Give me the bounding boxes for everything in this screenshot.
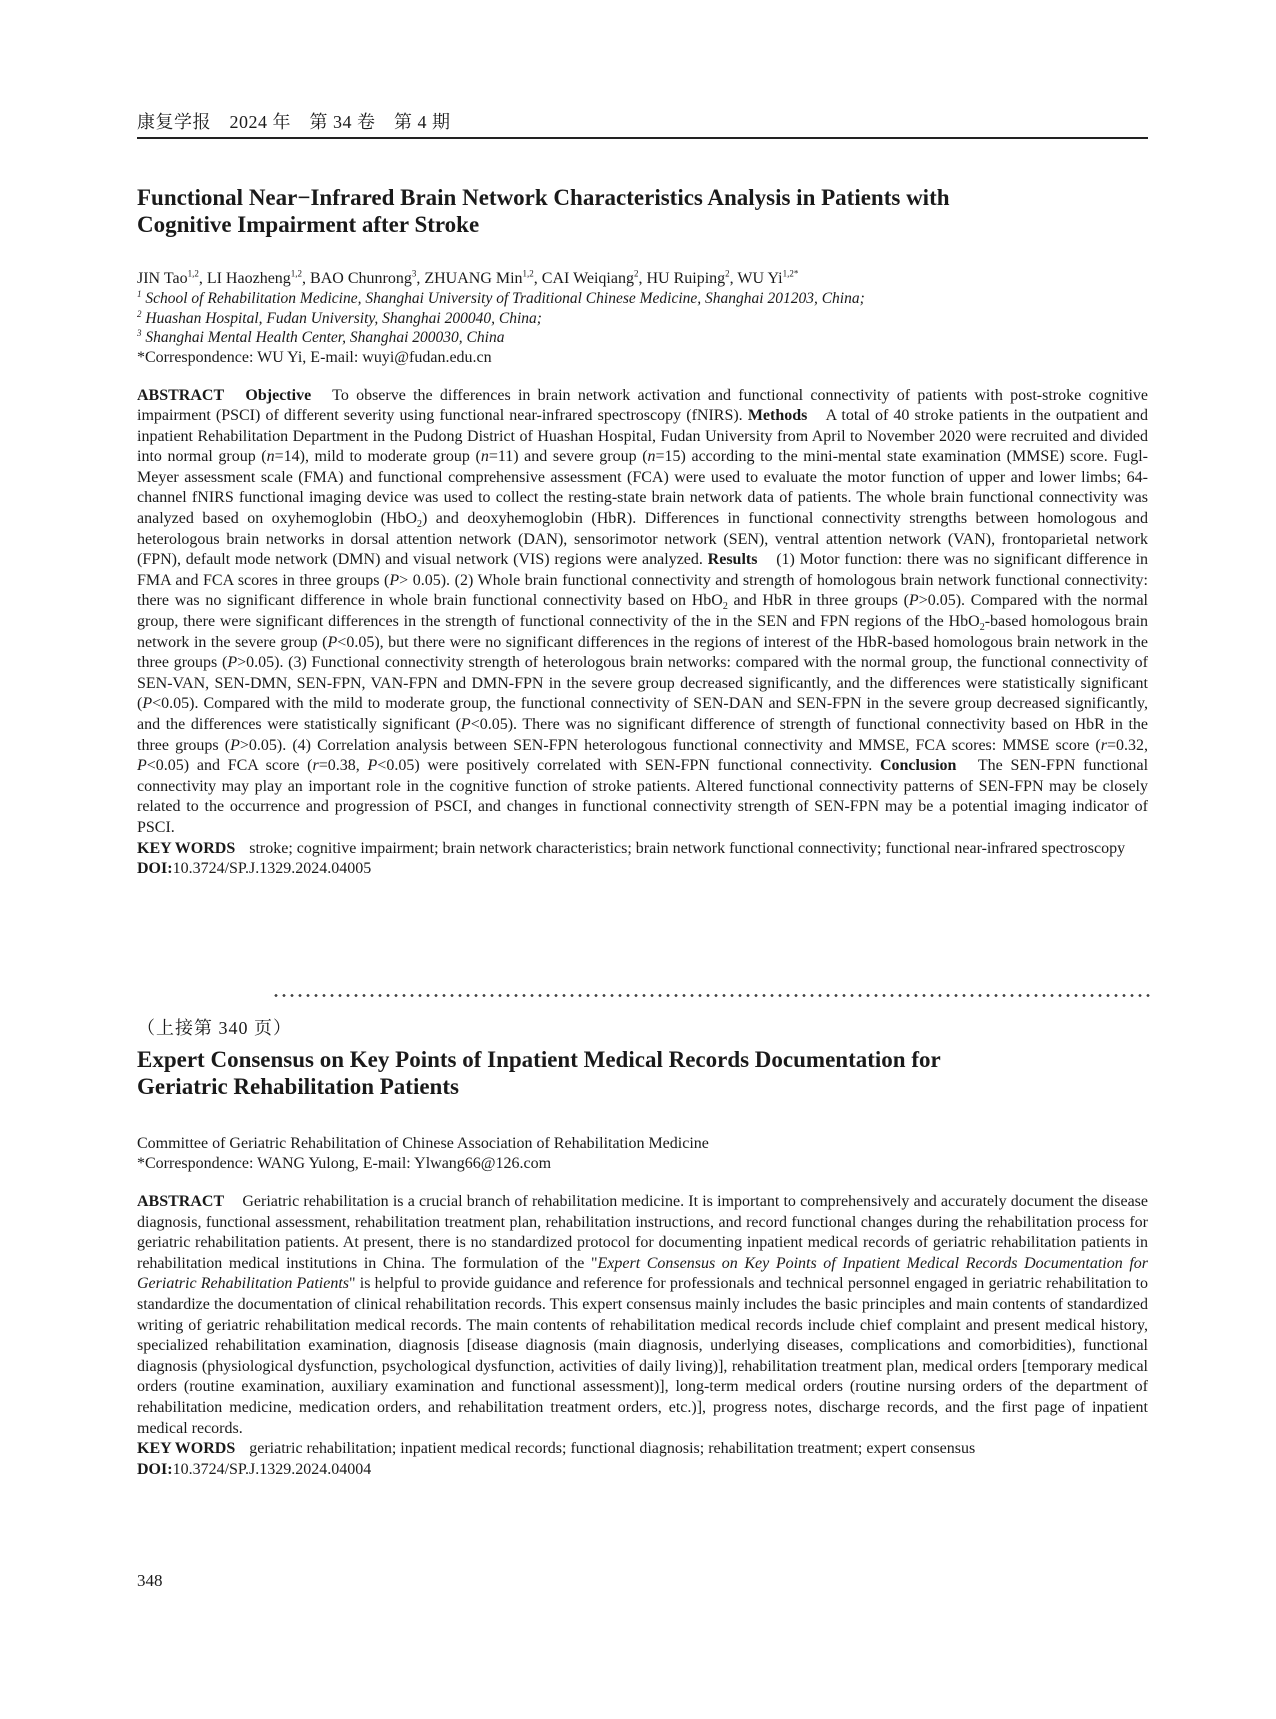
author-affiliation-mark: 2 — [633, 268, 639, 279]
keywords-text: stroke; cognitive impairment; brain network characteristics; brain network functional connectivity; functional near-infrared spectroscopy — [249, 839, 1126, 857]
affiliation-text: Shanghai Mental Health Center, Shanghai 200030, China — [141, 329, 505, 346]
article-1-authors: JIN Tao$^{1,2}$, LI Haozheng$^{1,2}$, BAO Chunrong$^3$, ZHUANG Min$^{1,2}$, CAI Weiqiang$^2$, HU Ruiping$^2$, WU $Yi^{1,2*}$ — [137, 268, 799, 287]
conclusion-text: The SEN-FPN functional connectivity may play an important role in the cognitive function of stroke patients. Altered functional connectivity patterns of SEN-FPN may be closely related to the occurrence and progression of PSCI, and changes in functional connectivity strength of SEN-FPN may be a potential imaging indicator of PSCI. — [137, 757, 1149, 836]
article-1-keywords — [137, 839, 1148, 860]
article-1-correspondence: *Correspondence: WU Yi, E-mail: wuyi@fudan.edu.cn — [137, 348, 492, 366]
article-2-committee: Committee of Geriatric Rehabilitation of Chinese Association of Rehabilitation Medicine — [137, 1135, 709, 1152]
conclusion-label: Conclusion — [879, 757, 957, 775]
results-text: (1) Motor function: there was no significant difference in FMA and FCA scores in three groups (P> 0.05). (2) Whole brain functional connectivity and strength of homologous brain network functional connectivity: there was no significant difference in whole brain functional connectivity based on HbO$_2$ and HbR in three groups (P>0.05). Compared with the normal group, there were significant differences in the strength of functional connectivity of the in the SEN and FPN regions of the HbO$_2$-based homologous brain network in the severe group (P<0.05), but there were no significant differences in the regions of interest of the HbR-based homologous brain network in the three groups (P>0.05). (3) Functional connectivity strength of heterologous brain networks: compared with the normal group, the functional connectivity of SEN-VAN, SEN-DMN, SEN-FPN, VAN-FPN and DMN-FPN in the severe group decreased significantly, and the differences were statistically significant (P<0.05). Compared with the mild to moderate group, the functional connectivity of SEN-DAN and SEN-FPN in the severe group decreased significantly, and the differences were statistically significant (P<0.05). There was no significant difference of strength of functional connectivity based on HbR in the three groups (P>0.05). (4) Correlation analysis between SEN-FPN heterologous functional connectivity and MMSE, FCA scores: MMSE score (r=0.32, P<0.05) and FCA score (r=0.38, P<0.05) were positively correlated with SEN-FPN functional connectivity. — [137, 551, 1149, 775]
article-2 — [137, 1046, 1148, 1480]
author-name: LI Haozheng — [206, 270, 291, 287]
author-affiliation-mark: 2 — [725, 268, 730, 279]
running-header: 康复学报 2024 年 第 34 卷 第 4 期 — [137, 112, 451, 132]
author-affiliation-mark: 1,2 — [522, 268, 534, 279]
methods-text: A total of 40 stroke patients in the outpatient and inpatient Rehabilitation Department in the Pudong District of Huashan Hospital, Fudan University from April to November 2020 were recruited and divided into normal group (n=14), mild to moderate group (n=11) and severe group (n=15) according to the mini-mental state examination (MMSE) score. Fugl-Meyer assessment scale (FMA) and functional comprehensive assessment (FCA) were used to evaluate the motor function of upper and lower limbs; 64-channel fNIRS functional imaging device was used to collect the resting-state brain network data of patients. The whole brain functional connectivity was analyzed based on oxyhemoglobin (HbO$_2$) and deoxyhemoglobin (HbR). Differences in functional connectivity strengths between homologous and heterologous brain networks in dorsal attention network (DAN), sensorimotor network (SEN), ventral attention network (VAN), frontoparietal network (FPN), default mode network (DMN) and visual network (VIS) regions were analyzed. — [137, 407, 1149, 569]
keywords-label: KEY WORDS — [137, 1440, 236, 1458]
doi-label: DOI: — [137, 860, 173, 878]
doi-link[interactable]: 10.3724/SP.J.1329.2024.04005 — [172, 860, 372, 878]
author-affiliation-mark: 1,2* — [782, 268, 799, 279]
article-2-doi — [137, 1460, 1148, 1481]
affiliation-number: 2 — [137, 308, 142, 319]
methods-label: Methods — [747, 407, 808, 425]
abstract-label: ABSTRACT — [137, 1193, 225, 1210]
article-1-abstract — [137, 386, 1148, 839]
keywords-text: geriatric rehabilitation; inpatient medical records; functional diagnosis; rehabilitation treatment; expert consensus — [249, 1440, 976, 1458]
doi-label: DOI: — [137, 1460, 173, 1478]
affiliation-text: Huashan Hospital, Fudan University, Shanghai 200040, China; — [141, 309, 542, 327]
article-1-title: Functional Near−Infrared Brain Network Characteristics Analysis in Patients with Cognitive Impairment after Stroke — [137, 185, 950, 237]
article-2-abstract — [137, 1192, 1148, 1439]
author-name: ZHUANG Min — [424, 270, 523, 287]
author-name: BAO Chunrong — [310, 270, 412, 287]
keywords-label: KEY WORDS — [137, 839, 236, 857]
article-1-affiliations — [137, 289, 1148, 348]
article-2-correspondence: *Correspondence: WANG Yulong, E-mail: Ylwang66@126.com — [137, 1155, 552, 1172]
author-affiliation-mark: 1,2 — [187, 268, 199, 279]
affiliation-number: 3 — [137, 327, 142, 338]
author-name: HU Ruiping — [646, 270, 726, 287]
objective-text: To observe the differences in brain network activation and functional connectivity of patients with post-stroke cognitive impairment (PSCI) of different severity using functional near-infrared spectroscopy (fNIRS). — [137, 386, 1149, 425]
affiliation-line — [137, 289, 1148, 309]
abstract-label: ABSTRACT — [137, 386, 225, 404]
header-rule — [137, 137, 1148, 139]
author-affiliation-mark: 3 — [411, 268, 417, 279]
dotted-divider — [272, 993, 1152, 998]
affiliation-line — [137, 328, 1148, 348]
author-affiliation-mark: 1,2 — [290, 268, 303, 279]
affiliation-number: 1 — [137, 288, 142, 299]
article-2-keywords — [137, 1439, 1148, 1460]
article-1 — [137, 184, 1148, 880]
objective-label: Objective — [245, 386, 312, 404]
doi-link[interactable]: 10.3724/SP.J.1329.2024.04004 — [172, 1460, 372, 1478]
article-1-doi — [137, 859, 1148, 880]
article-2-title: Expert Consensus on Key Points of Inpatient Medical Records Documentation for Geriatric Rehabilitation Patients — [137, 1047, 941, 1099]
results-label: Results — [707, 551, 758, 569]
continued-note: （上接第 340 页） — [137, 1018, 292, 1038]
author-name: WU Yi — [737, 270, 783, 287]
page-number: 348 — [137, 1571, 163, 1590]
abstract-text: Geriatric rehabilitation is a crucial branch of rehabilitation medicine. It is important to comprehensively and accurately document the disease diagnosis, functional assessment, rehabilitation treatment plan, rehabilitation instructions, and record functional changes during the rehabilitation process for geriatric rehabilitation patients. At present, there is no standardized protocol for documenting inpatient medical records of geriatric rehabilitation patients in rehabilitation medical institutions in China. The formulation of the "Expert Consensus on Key Points of Inpatient Medical Records Documentation for Geriatric Rehabilitation Patients" is helpful to provide guidance and reference for professionals and technical personnel engaged in geriatric rehabilitation to standardize the documentation of clinical rehabilitation records. This expert consensus mainly includes the basic principles and main contents of standardized writing of geriatric rehabilitation medical records. The main contents of rehabilitation medical records include chief complaint and present medical history, specialized rehabilitation examination, diagnosis [disease diagnosis (main diagnosis, underlying diseases, complications and comorbidities), functional diagnosis (physiological dysfunction, psychological dysfunction, activities of daily living)], rehabilitation treatment plan, medical orders [temporary medical orders (routine examination, auxiliary examination and functional assessment)], long-term medical orders (routine nursing orders of the department of rehabilitation medicine, medication orders, and rehabilitation treatment orders, etc.)], progress notes, discharge records, and the first page of inpatient medical records. — [137, 1193, 1149, 1437]
affiliation-line — [137, 309, 1148, 329]
author-name: JIN Tao — [137, 270, 188, 287]
author-name: CAI Weiqiang — [541, 270, 634, 287]
affiliation-text: School of Rehabilitation Medicine, Shanghai University of Traditional Chinese Medicine, Shanghai 201203, China; — [141, 290, 865, 307]
